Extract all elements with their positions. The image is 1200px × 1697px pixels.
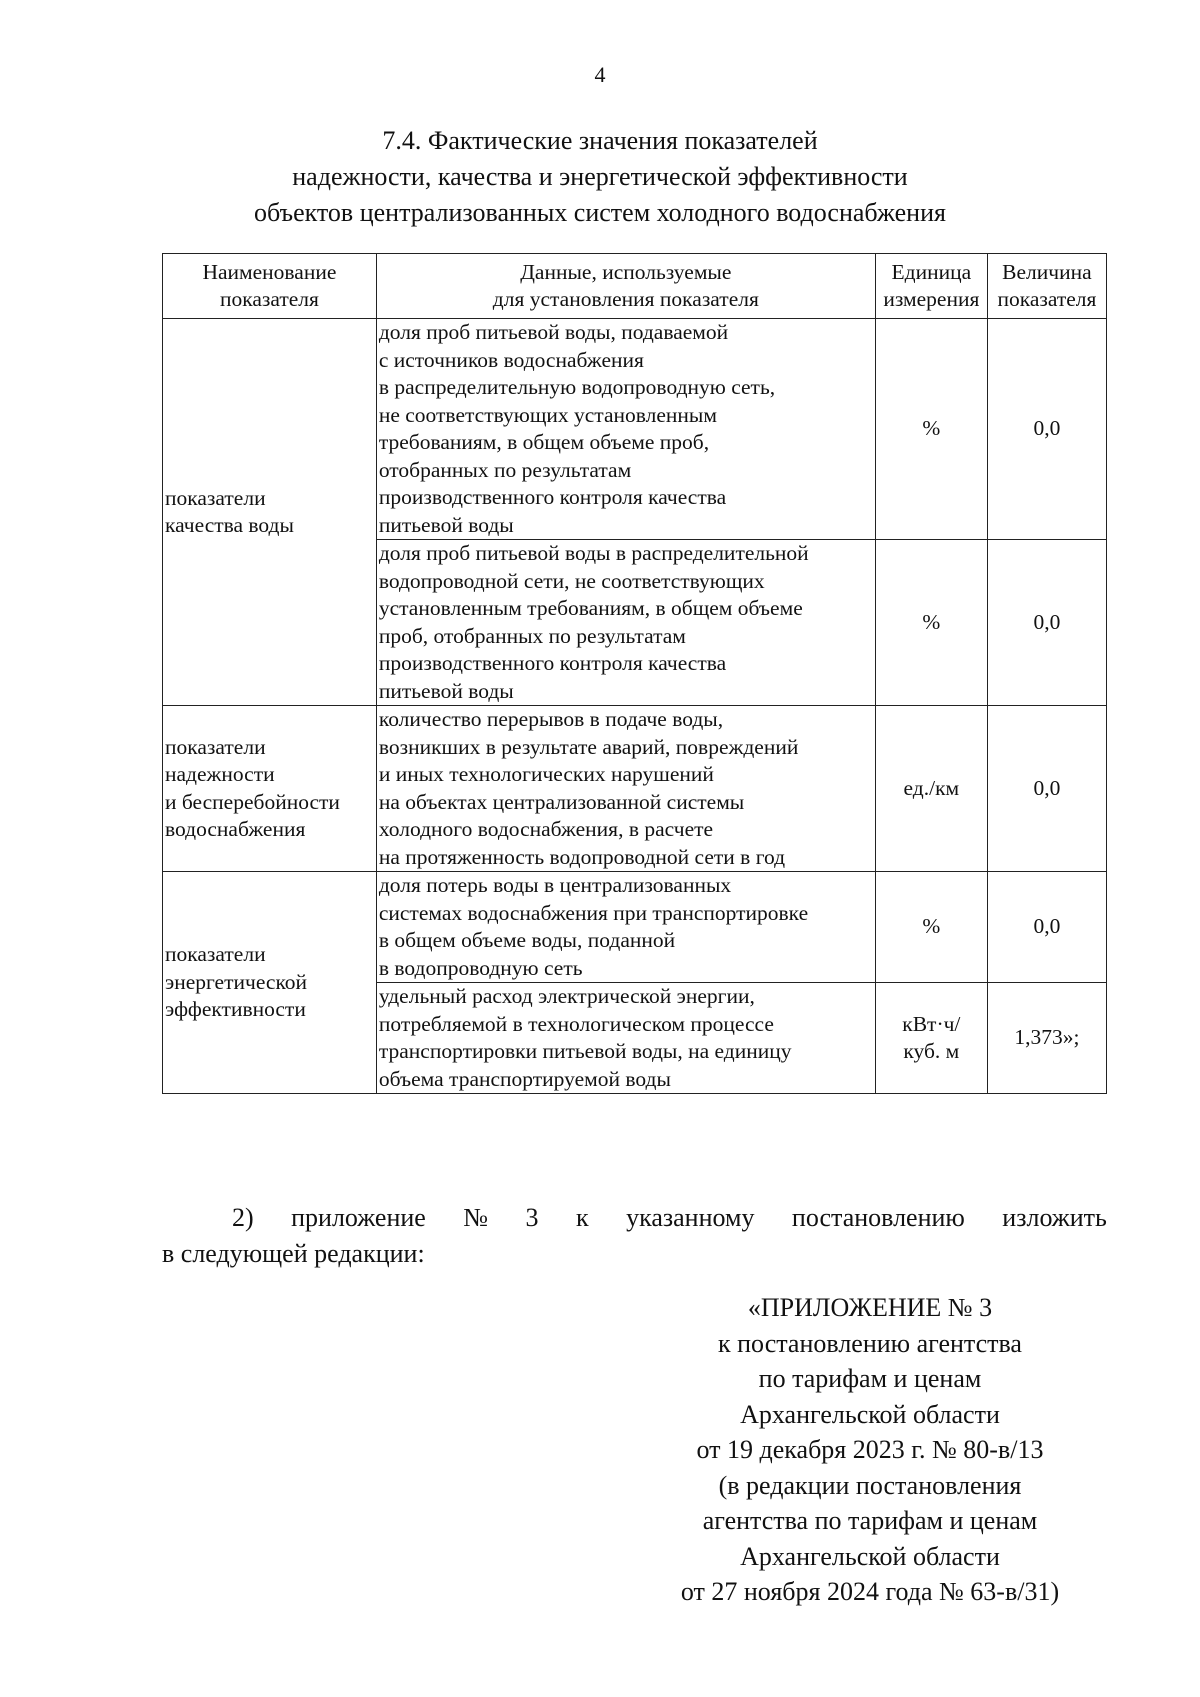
indicator-data-line: холодного водоснабжения, в расчете: [378, 817, 714, 841]
indicator-data-line: на объектах централизованной системы: [378, 789, 745, 814]
paragraph-first-line: [162, 1200, 1107, 1236]
appendix-line: к постановлению агентства: [718, 1328, 1022, 1358]
indicator-data-line: возникших в результате аварий, повреждений: [378, 734, 799, 759]
indicator-data-cell: [376, 540, 875, 706]
value-cell: 0,0: [987, 872, 1106, 983]
indicator-data-line: питьевой воды: [378, 678, 514, 703]
indicator-data-line: питьевой воды: [378, 512, 514, 537]
indicator-data-cell: [376, 872, 875, 983]
indicator-data-line: водопроводной сети, не соответствующих: [378, 568, 765, 593]
indicator-data-line: с источников водоснабжения: [378, 347, 644, 372]
header-name: Наименование показателя: [163, 254, 377, 319]
value-cell: 0,0: [987, 540, 1106, 706]
unit-cell: [875, 983, 987, 1094]
indicator-data-line: в водопроводную сеть: [378, 955, 583, 980]
appendix-block: [640, 1290, 1100, 1610]
indicator-name-cell: [163, 319, 377, 706]
table-body: [163, 319, 1107, 1094]
appendix-line: по тарифам и ценам: [758, 1364, 982, 1393]
appendix-line: Архангельской области: [740, 1541, 1000, 1571]
indicator-data-line: установленным требованиям, в общем объеме: [378, 596, 803, 620]
section-heading: [0, 123, 1200, 231]
value-cell: 0,0: [987, 319, 1106, 540]
indicator-name-line: энергетической: [165, 969, 308, 994]
heading-line: надежности, качества и энергетической эффективности: [292, 162, 908, 191]
table-row: [163, 706, 1107, 872]
indicator-name-line: показатели: [165, 942, 266, 967]
indicator-data-line: требованиям, в общем объеме проб,: [378, 430, 710, 454]
indicator-data-line: не соответствующих установленным: [378, 402, 717, 427]
paragraph-second-line: в следующей редакции:: [162, 1239, 425, 1268]
appendix-line: «ПРИЛОЖЕНИЕ № 3: [747, 1293, 993, 1322]
appendix-line: (в редакции постановления: [718, 1470, 1022, 1500]
indicator-name-cell: [163, 872, 377, 1094]
paragraph-word: №: [463, 1203, 489, 1232]
paragraph-word: к: [575, 1203, 589, 1232]
indicator-name-line: качества воды: [165, 513, 294, 537]
header-value: Величина показателя: [987, 254, 1106, 319]
unit-line: кВт·ч/: [902, 1011, 961, 1036]
indicator-name-line: водоснабжения: [165, 817, 306, 841]
value-cell: 1,373»;: [987, 983, 1106, 1094]
unit-line: куб. м: [903, 1039, 960, 1063]
page-number: 4: [594, 62, 606, 87]
paragraph-word: 2): [232, 1203, 254, 1232]
indicator-data-line: удельный расход электрической энергии,: [378, 984, 755, 1008]
table-header-row: [163, 254, 1107, 319]
indicator-data-line: системах водоснабжения при транспортировке: [378, 900, 809, 925]
unit-cell: [875, 319, 987, 540]
unit-line: %: [922, 914, 941, 939]
paragraph-word: изложить: [1002, 1203, 1107, 1232]
unit-cell: [875, 872, 987, 983]
paragraph-word: постановлению: [791, 1203, 965, 1232]
indicator-data-line: транспортировки питьевой воды, на единицу: [378, 1039, 792, 1063]
header-data: Данные, используемые для установления показателя: [376, 254, 875, 319]
amendment-paragraph: [162, 1200, 1107, 1272]
table-row: [163, 872, 1107, 983]
indicator-name-line: и бесперебойности: [165, 789, 340, 814]
paragraph-word: 3: [525, 1203, 539, 1232]
header-unit: Единица измерения: [875, 254, 987, 319]
indicator-data-line: доля проб питьевой воды, подаваемой: [378, 320, 729, 344]
indicator-data-cell: [376, 983, 875, 1094]
heading-line: объектов централизованных систем холодного водоснабжения: [254, 198, 946, 227]
unit-line: %: [922, 416, 941, 441]
indicator-data-line: доля проб питьевой воды в распределительной: [378, 541, 809, 565]
indicator-data-line: проб, отобранных по результатам: [378, 623, 686, 648]
indicator-data-line: производственного контроля качества: [378, 651, 727, 675]
paragraph-word: указанному: [626, 1203, 755, 1232]
appendix-line: от 19 декабря 2023 г. № 80-в/13: [696, 1435, 1044, 1464]
indicator-name-line: показатели: [165, 734, 266, 759]
indicator-data-line: в общем объеме воды, поданной: [378, 928, 676, 952]
appendix-line: от 27 ноября 2024 года № 63-в/31): [680, 1577, 1060, 1606]
indicator-data-line: доля потерь воды в централизованных: [378, 873, 732, 897]
indicator-data-line: на протяженность водопроводной сети в год: [378, 844, 786, 869]
indicator-name-line: эффективности: [165, 997, 306, 1022]
appendix-line: Архангельской области: [740, 1399, 1000, 1429]
value-cell: 0,0: [987, 706, 1106, 872]
indicator-data-cell: [376, 319, 875, 540]
unit-cell: [875, 706, 987, 872]
unit-line: ед./км: [903, 775, 960, 800]
unit-cell: [875, 540, 987, 706]
heading-line: 7.4. Фактические значения показателей: [382, 126, 818, 155]
indicators-table: [162, 253, 1107, 1094]
indicator-name-cell: [163, 706, 377, 872]
indicator-data-line: в распределительную водопроводную сеть,: [378, 375, 776, 399]
indicator-data-line: объема транспортируемой воды: [378, 1066, 671, 1091]
unit-line: %: [922, 609, 941, 634]
appendix-line: агентства по тарифам и ценам: [702, 1506, 1038, 1535]
paragraph-word: приложение: [291, 1203, 426, 1232]
table-row: [163, 319, 1107, 540]
indicator-data-cell: [376, 706, 875, 872]
indicator-data-line: количество перерывов в подаче воды,: [378, 707, 724, 731]
indicator-data-line: отобранных по результатам: [378, 457, 632, 482]
indicator-name-line: показатели: [165, 485, 266, 510]
indicator-data-line: производственного контроля качества: [378, 485, 727, 509]
indicator-name-line: надежности: [165, 762, 275, 786]
indicator-data-line: потребляемой в технологическом процессе: [378, 1011, 774, 1036]
indicator-data-line: и иных технологических нарушений: [378, 762, 714, 786]
